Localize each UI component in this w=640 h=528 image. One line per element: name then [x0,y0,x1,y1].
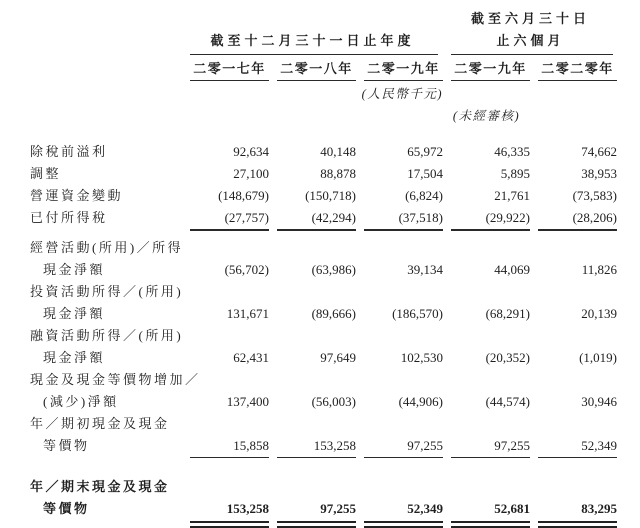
table-row-cash-end-values [26,495,618,517]
unaudited-note: (未經審核) [452,109,521,123]
cell-value: 17,504 [407,166,443,181]
row-label-continued: 現金淨額 [43,261,106,277]
cell-value: 27,100 [233,166,269,181]
table-row-cash-beginning-label [26,410,618,432]
cell-value: (150,718) [305,188,356,203]
table-row-operating-activities-values [26,256,618,278]
cell-value: 38,953 [581,166,617,181]
cell-value: 39,134 [407,261,443,277]
cell-value: 65,972 [407,144,443,159]
row-label-continued: 現金淨額 [43,305,106,321]
table-row-income-tax-paid [26,204,618,226]
cell-value: (56,003) [311,393,356,409]
currency-unit-note: (人民幣千元) [361,87,443,101]
cell-value: 46,335 [494,144,530,159]
cell-value: 21,761 [494,188,530,203]
year-column-2019-interim: 二零一九年 [443,58,530,81]
cell-value: 97,649 [320,349,356,365]
row-label: 調整 [30,166,62,181]
year-column-2019: 二零一九年 [356,58,443,81]
cell-value: 5,895 [500,166,530,181]
table-row-net-change-label [26,366,618,388]
cell-value: 52,349 [407,501,443,516]
table-row-adjustments [26,160,618,182]
six-months-group-rule [451,54,613,55]
table-row-operating-activities-label [26,234,618,256]
unaudited-note-row [26,102,618,124]
cell-value: 88,878 [320,166,356,181]
cell-value: 97,255 [494,437,530,453]
cell-value: (44,906) [398,393,443,409]
cell-value: (6,824) [405,188,443,203]
cell-value: (56,702) [224,261,269,277]
year-column-2017: 二零一七年 [182,58,269,81]
unit-note-row [26,81,618,102]
cell-value: 102,530 [400,349,443,365]
single-rule-row [26,226,618,234]
cell-value: 137,400 [226,393,269,409]
table-header-years [26,58,618,81]
cell-value: 131,671 [226,305,269,321]
cell-value: 153,258 [226,501,269,516]
table-row-investing-activities-label [26,278,618,300]
year-ended-group-title: 截至十二月三十一日止年度 [210,33,415,48]
cell-value: 30,946 [581,393,617,409]
single-rule-row [26,454,618,462]
row-label: 現金及現金等價物增加／ [30,371,201,387]
cell-value: 52,349 [581,437,617,453]
cell-value: (68,291) [485,305,530,321]
table-header-groups [26,8,618,55]
year-column-2018: 二零一八年 [269,58,356,81]
row-label: 投資活動所得／(所用) [30,283,184,299]
cell-value: 44,069 [494,261,530,277]
cell-value: (186,570) [392,305,443,321]
cell-value: (37,518) [398,210,443,225]
cell-value: 52,681 [494,501,530,516]
table-row-net-change-values [26,388,618,410]
year-ended-group-rule [190,54,438,55]
cell-value: (44,574) [485,393,530,409]
cell-value: (148,679) [218,188,269,203]
row-label: 已付所得稅 [30,210,108,225]
cell-value: (42,294) [311,210,356,225]
table-row-financing-activities-label [26,322,618,344]
cell-value: 153,258 [313,437,356,453]
row-label-continued: 現金淨額 [43,349,106,365]
cell-value: (27,757) [224,210,269,225]
table-row-investing-activities-values [26,300,618,322]
table-row-working-capital-changes [26,182,618,204]
row-label: 融資活動所得／(所用) [30,327,184,343]
financial-statement-page [26,0,618,528]
row-label-continued: (減少)淨額 [43,393,119,409]
table-row-profit-before-tax [26,138,618,160]
row-label-continued: 等價物 [43,437,90,453]
six-months-group-title-line2: 止六個月 [496,33,565,48]
cell-value: 97,255 [320,501,356,516]
six-months-group [443,8,618,55]
cell-value: (29,922) [485,210,530,225]
row-label: 年／期末現金及現金 [30,479,170,494]
cell-value: 40,148 [320,144,356,159]
cell-value: (28,206) [572,210,617,225]
table-row-cash-beginning-values [26,432,618,454]
cell-value: (73,583) [572,188,617,203]
row-label-continued: 等價物 [43,501,90,516]
cell-value: 74,662 [581,144,617,159]
cell-value: (1,019) [579,349,617,365]
row-label: 年／期初現金及現金 [30,415,170,431]
cell-value: (63,986) [311,261,356,277]
row-label: 經營活動(所用)／所得 [30,239,184,255]
six-months-group-title-line1: 截至六月三十日 [470,11,590,26]
cell-value: 92,634 [233,144,269,159]
cell-value: 11,826 [581,261,617,277]
cell-value: 83,295 [581,501,617,516]
spacer [26,461,618,473]
cell-value: 15,858 [233,437,269,453]
table-row-financing-activities-values [26,344,618,366]
cell-value: 20,139 [581,305,617,321]
year-column-2020-interim: 二零二零年 [530,58,617,81]
cell-value: (20,352) [485,349,530,365]
row-label: 除稅前溢利 [30,144,108,159]
row-label: 營運資金變動 [30,188,124,203]
year-ended-group [182,30,443,55]
cell-value: 62,431 [233,349,269,365]
spacer [26,124,618,138]
cell-value: (89,666) [311,305,356,321]
cell-value: 97,255 [407,437,443,453]
table-row-cash-end-label [26,473,618,495]
double-rule-row [26,517,618,528]
